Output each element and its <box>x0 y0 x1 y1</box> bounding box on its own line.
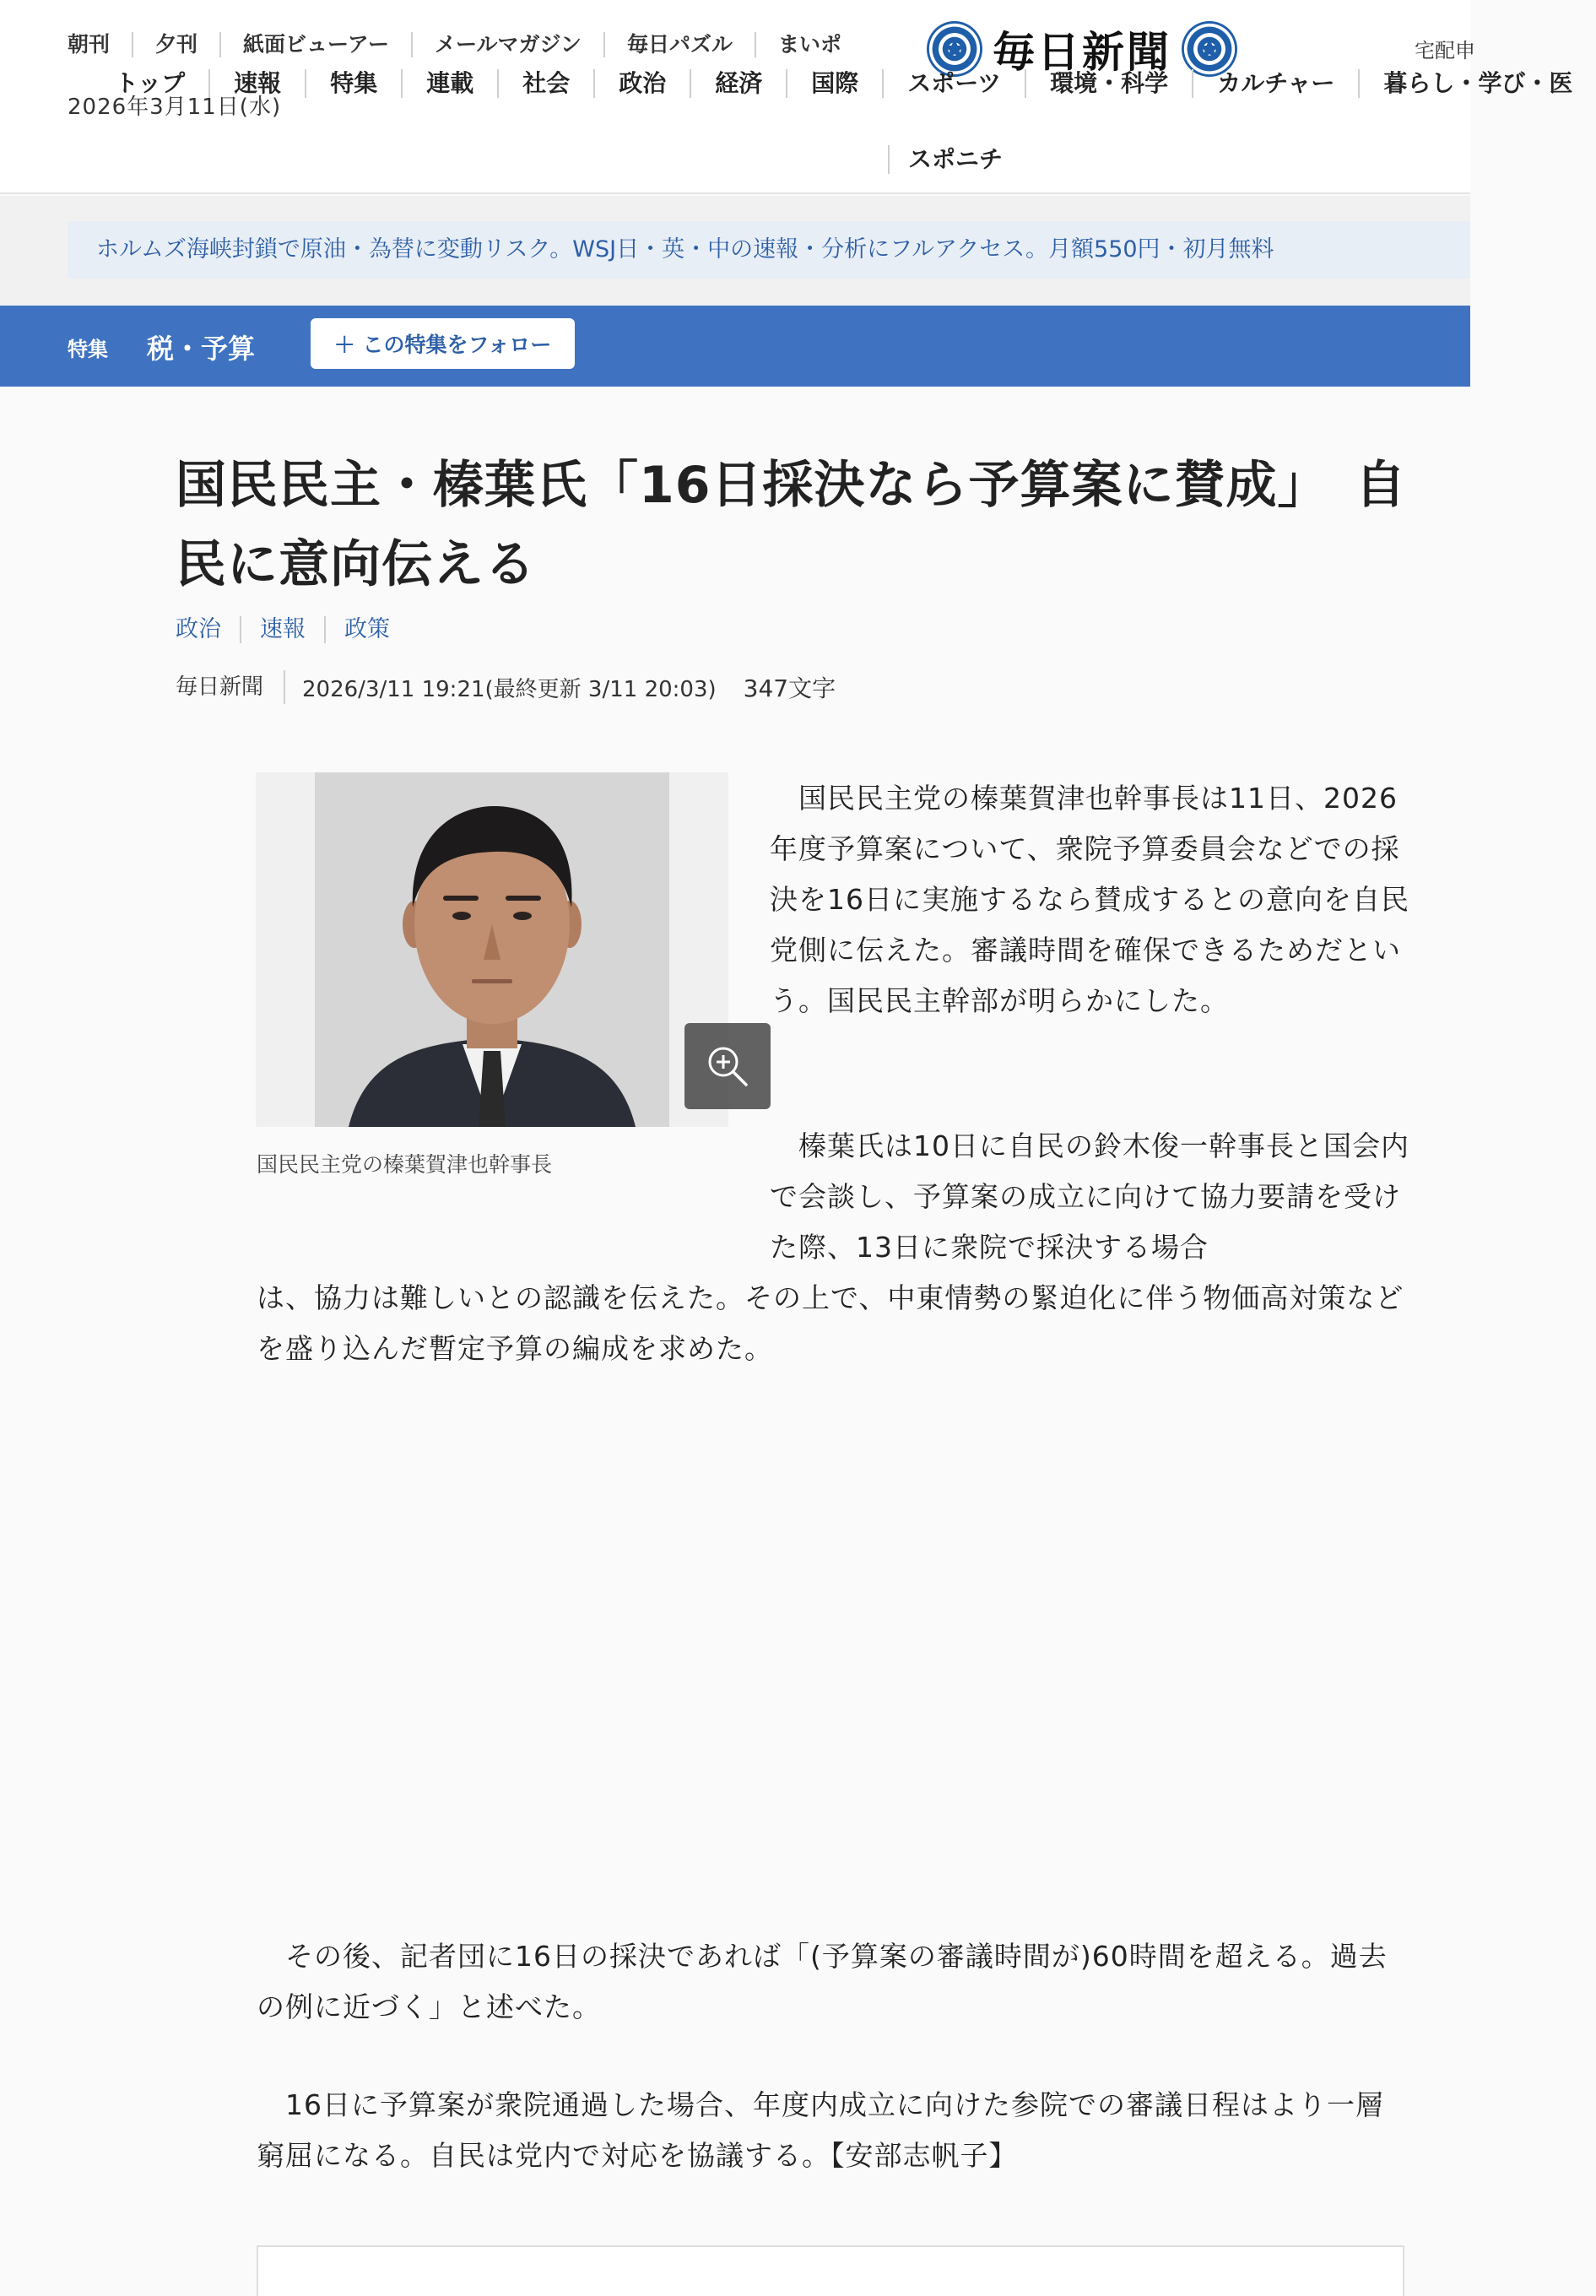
article-paragraph: 国民民主党の榛葉賀津也幹事長は11日、2026年度予算案について、衆院予算委員会などでの採決を16日に実施するなら賛成するとの意向を自民党側に伝えた。審議時間を確保できるためだという。国民民主幹部が明らかにした。 <box>770 782 1409 1017</box>
nav-culture[interactable]: カルチャー <box>1192 69 1358 98</box>
related-box <box>257 2245 1404 2296</box>
article-date: 2026/3/11 19:21(最終更新 3/11 20:03) <box>302 676 717 702</box>
nav-top[interactable]: トップ <box>115 69 186 97</box>
nav-features[interactable]: 特集 <box>305 69 401 98</box>
feature-label: 特集 <box>68 338 108 361</box>
article-char-count: 347文字 <box>743 674 836 702</box>
article-meta <box>176 670 836 704</box>
promo-banner[interactable]: ホルムズ海峡封鎖で原油・為替に変動リスク。WSJ日・英・中の速報・分析にフルアクセス。月額550円・初月無料 <box>68 221 1470 279</box>
feature-bar <box>0 306 1470 387</box>
zoom-button[interactable] <box>684 1023 771 1109</box>
article-paragraph: 16日に予算案が衆院通過した場合、年度内成立に向けた参院での審議日程はより一層窮屈になる。自民は党内で対応を協議する。【安部志帆子】 <box>257 2088 1384 2172</box>
top-link-maipo[interactable]: まいポ <box>755 32 863 57</box>
article-tags <box>176 616 408 643</box>
promo-area <box>0 196 1470 306</box>
nav-series[interactable]: 連載 <box>401 69 497 98</box>
star-icon <box>942 36 967 62</box>
top-link-puzzle[interactable]: 毎日パズル <box>603 32 755 57</box>
article-photo[interactable] <box>315 772 669 1127</box>
header-date: 2026年3月11日(水) <box>68 95 282 120</box>
portrait-image <box>315 772 669 1127</box>
top-link-newsletter[interactable]: メールマガジン <box>411 32 603 57</box>
top-link-evening[interactable]: 夕刊 <box>132 32 219 57</box>
nav-society[interactable]: 社会 <box>497 69 593 98</box>
nav-politics[interactable]: 政治 <box>593 69 690 98</box>
logo-text: 毎日新聞 <box>993 27 1171 77</box>
nav-economy[interactable]: 経済 <box>690 69 786 98</box>
delivery-link[interactable]: 宅配申 <box>1415 39 1475 62</box>
top-link-morning[interactable]: 朝刊 <box>68 32 111 57</box>
nav-science[interactable]: 環境・科学 <box>1025 69 1192 98</box>
zoom-in-icon <box>702 1041 753 1091</box>
article-paragraph: その後、記者団に16日の採決であれば「(予算案の審議時間が)60時間を超える。過去の例に近づく」と述べた。 <box>257 1940 1388 2023</box>
follow-feature-button[interactable]: ＋ この特集をフォロー <box>311 318 575 369</box>
tag-politics[interactable]: 政治 <box>176 616 221 642</box>
article-paragraph: 榛葉氏は10日に自民の鈴木俊一幹事長と国会内で会談し、予算案の成立に向けて協力要請を受けた際、13日に衆院で採決する場合 <box>770 1129 1409 1264</box>
article-title-line1: 国民民主・榛葉氏「16日採決なら予算案に賛成」 自 <box>176 456 1407 515</box>
main-nav <box>68 69 1596 98</box>
nav-international[interactable]: 国際 <box>786 69 882 98</box>
nav-sports[interactable]: スポーツ <box>882 69 1025 98</box>
nav-breaking[interactable]: 速報 <box>208 69 305 98</box>
tag-policy[interactable]: 政策 <box>324 616 408 643</box>
site-header <box>0 0 1573 194</box>
top-link-viewer[interactable]: 紙面ビューアー <box>219 32 411 57</box>
article-source: 毎日新聞 <box>176 670 285 704</box>
nav-sponichi[interactable]: スポニチ <box>888 145 1003 174</box>
article-photo-container <box>256 772 728 1127</box>
article-paragraph-continued: は、協力は難しいとの認識を伝えた。その上で、中東情勢の緊迫化に伴う物価高対策などを盛り込んだ暫定予算の編成を求めた。 <box>257 1281 1404 1365</box>
top-links <box>68 32 863 57</box>
tag-breaking[interactable]: 速報 <box>240 616 324 643</box>
article-title-line2: 民に意向伝える <box>176 535 536 594</box>
photo-caption: 国民民主党の榛葉賀津也幹事長 <box>257 1152 553 1177</box>
star-icon <box>1197 36 1222 62</box>
article-title <box>176 446 1458 604</box>
feature-name[interactable]: 税・予算 <box>147 333 256 365</box>
nav-lifestyle[interactable]: 暮らし・学び・医 <box>1358 69 1596 98</box>
